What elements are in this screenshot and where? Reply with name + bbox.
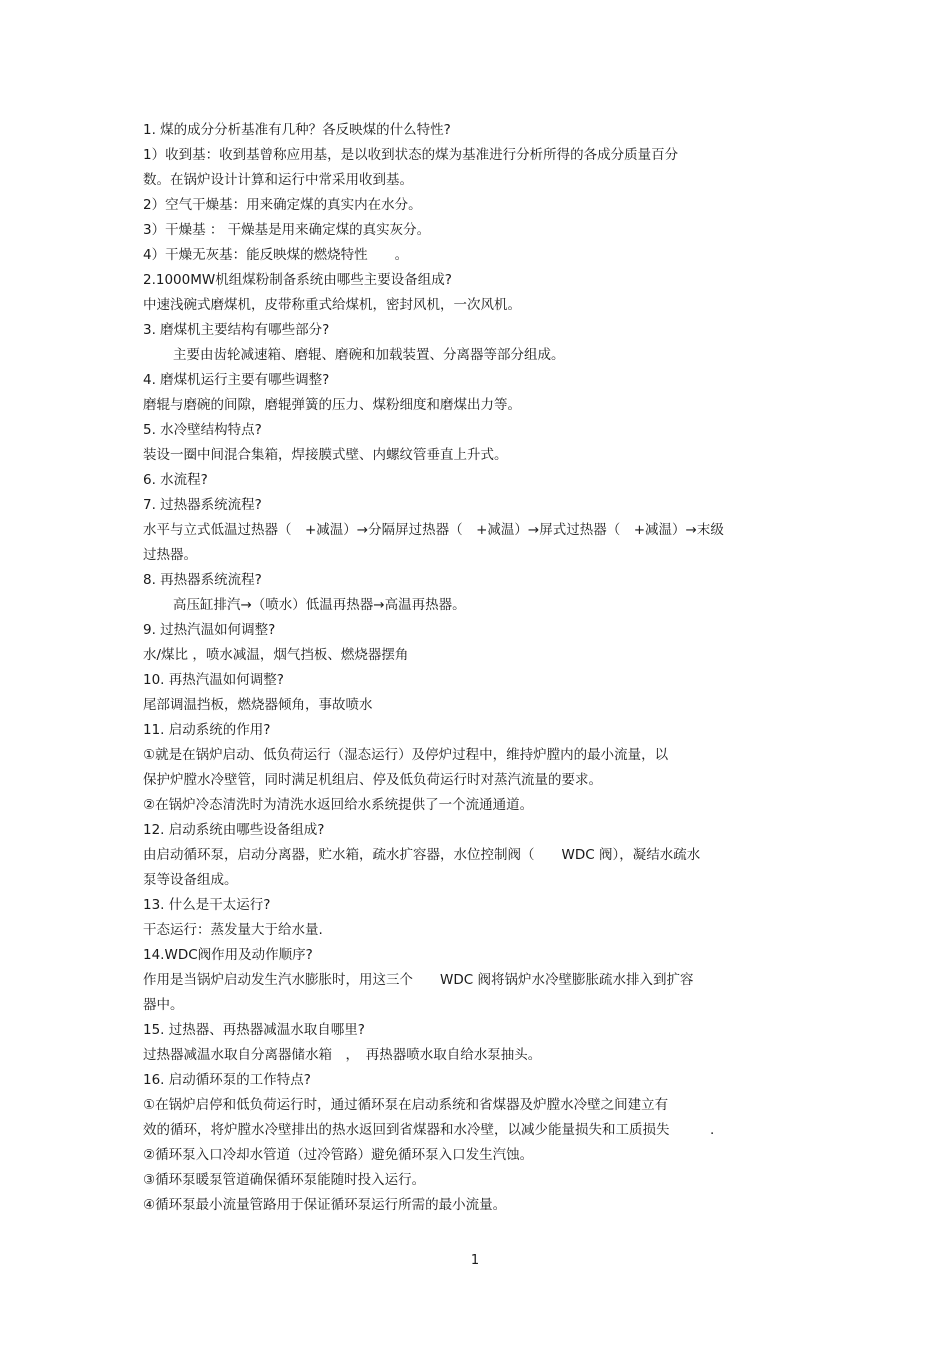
text-line: 4. 磨煤机运行主要有哪些调整?: [143, 372, 330, 388]
page-number: 1: [470, 1253, 480, 1268]
text-line: 5. 水冷壁结构特点?: [143, 422, 262, 438]
text-line: 效的循环，将炉膛水冷壁排出的热水返回到省煤器和水冷壁，以减少能量损失和工质损失 .: [143, 1122, 715, 1138]
text-line: ①就是在锅炉启动、低负荷运行（湿态运行）及停炉过程中，维持炉膛内的最小流量，以: [143, 747, 669, 763]
text-line: 14.WDC阀作用及动作顺序?: [143, 947, 313, 963]
text-line: 15. 过热器、再热器减温水取自哪里?: [143, 1022, 365, 1038]
text-line: 由启动循环泵，启动分离器，贮水箱，疏水扩容器，水位控制阀（ WDC 阀），凝结水疏水: [143, 847, 701, 863]
text-line: 6. 水流程?: [143, 472, 208, 488]
text-line: 过热器。: [143, 547, 197, 563]
text-line: 2）空气干燥基：用来确定煤的真实内在水分。: [143, 197, 422, 213]
text-line: 水平与立式低温过热器（ +减温）→分隔屏过热器（ +减温）→屏式过热器（ +减温）→末级: [143, 522, 724, 538]
text-line: 作用是当锅炉启动发生汽水膨胀时，用这三个 WDC 阀将锅炉水冷壁膨胀疏水排入到扩容: [143, 972, 694, 988]
text-line: 尾部调温挡板，燃烧器倾角，事故喷水: [143, 697, 373, 713]
text-line: 3. 磨煤机主要结构有哪些部分?: [143, 322, 330, 338]
text-line: ③循环泵暖泵管道确保循环泵能随时投入运行。: [143, 1172, 426, 1188]
text-line: 3）干燥基 ： 干燥基是用来确定煤的真实灰分。: [143, 222, 431, 238]
text-line: 保护炉膛水冷壁管，同时满足机组启、停及低负荷运行时对蒸汽流量的要求。: [143, 772, 602, 788]
text-line: 高压缸排汽→（喷水）低温再热器→高温再热器。: [173, 597, 466, 613]
text-line: ①在锅炉启停和低负荷运行时，通过循环泵在启动系统和省煤器及炉膛水冷壁之间建立有: [143, 1097, 669, 1113]
text-line: ②在锅炉冷态清洗时为清洗水返回给水系统提供了一个流通通道。: [143, 797, 534, 813]
document-body: [143, 118, 813, 1218]
text-line: 装设一圈中间混合集箱，焊接膜式壁、内螺纹管垂直上升式。: [143, 447, 508, 463]
text-line: 13. 什么是干太运行?: [143, 897, 271, 913]
text-line: 10. 再热汽温如何调整?: [143, 672, 284, 688]
text-line: 4）干燥无灰基：能反映煤的燃烧特性 。: [143, 247, 409, 263]
text-line: 7. 过热器系统流程?: [143, 497, 262, 513]
text-line: 1. 煤的成分分析基准有几种？各反映煤的什么特性?: [143, 122, 451, 138]
text-line: 12. 启动系统由哪些设备组成?: [143, 822, 325, 838]
text-line: 1）收到基：收到基曾称应用基，是以收到状态的煤为基准进行分析所得的各成分质量百分: [143, 147, 679, 163]
text-line: 磨辊与磨碗的间隙，磨辊弹簧的压力、煤粉细度和磨煤出力等。: [143, 397, 521, 413]
text-line: 水/煤比 ，喷水减温，烟气挡板、燃烧器摆角: [143, 647, 409, 663]
text-line: 主要由齿轮减速箱、磨辊、磨碗和加载装置、分离器等部分组成。: [173, 347, 565, 363]
text-line: 9. 过热汽温如何调整?: [143, 622, 276, 638]
text-line: 16. 启动循环泵的工作特点?: [143, 1072, 311, 1088]
text-line: 数。在锅炉设计计算和运行中常采用收到基。: [143, 172, 413, 188]
text-line: ②循环泵入口冷却水管道（过冷管路）避免循环泵入口发生汽蚀。: [143, 1147, 534, 1163]
text-line: 器中。: [143, 997, 184, 1013]
text-line: 泵等设备组成。: [143, 872, 238, 888]
text-line: 8. 再热器系统流程?: [143, 572, 262, 588]
text-line: 中速浅碗式磨煤机，皮带称重式给煤机，密封风机，一次风机。: [143, 297, 521, 313]
text-line: ④循环泵最小流量管路用于保证循环泵运行所需的最小流量。: [143, 1197, 507, 1213]
text-line: 干态运行：蒸发量大于给水量.: [143, 922, 323, 938]
text-line: 2.1000MW机组煤粉制备系统由哪些主要设备组成?: [143, 272, 452, 288]
text-line: 过热器减温水取自分离器储水箱 ， 再热器喷水取自给水泵抽头。: [143, 1047, 542, 1063]
text-line: 11. 启动系统的作用?: [143, 722, 271, 738]
